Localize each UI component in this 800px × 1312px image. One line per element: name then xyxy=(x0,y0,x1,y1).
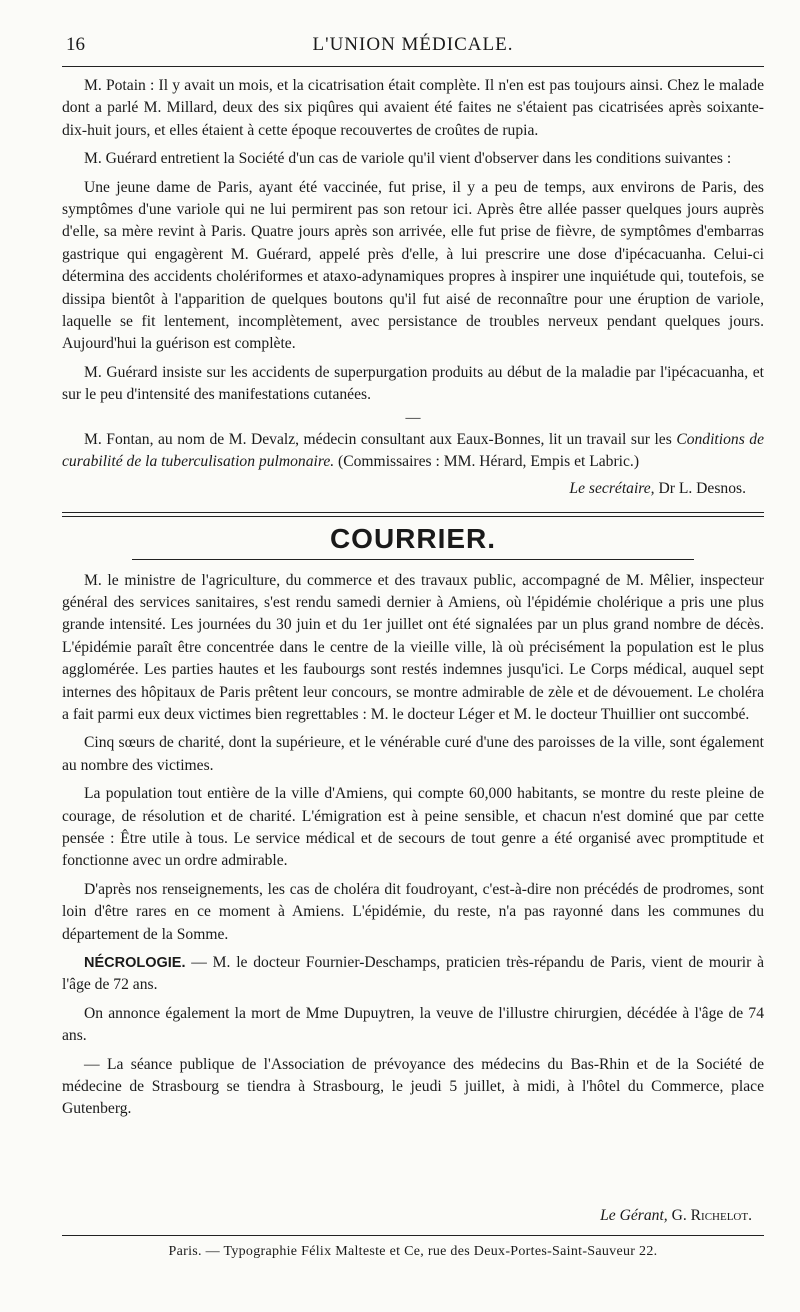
journal-page xyxy=(62,28,764,1260)
title-underline xyxy=(132,559,694,560)
paragraph-seance: — La séance publique de l'Association de prévoyance des médecins du Bas-Rhin et de la Société de médecine de Strasbourg se tiendra à Strasbourg, le jeudi 5 juillet, à midi, à l'hôtel du Commerce, place Gutenberg. xyxy=(62,1055,764,1118)
paragraph-fontan xyxy=(62,429,764,474)
paragraph-dupuytren: On annonce également la mort de Mme Dupuytren, la veuve de l'illustre chirurgien, décédée à l'âge de 74 ans. xyxy=(62,1004,764,1045)
secretary-signature xyxy=(62,478,764,500)
paragraph-soeurs: Cinq sœurs de charité, dont la supérieure, et le vénérable curé d'une des paroisses de la ville, sont également au nombre des victimes. xyxy=(62,734,764,774)
section-double-rule xyxy=(62,512,764,517)
gerant-signature xyxy=(62,1207,764,1225)
necrologie-label: NÉCROLOGIE. xyxy=(84,955,186,971)
paragraph-case-report: Une jeune dame de Paris, ayant été vaccinée, fut prise, il y a peu de temps, aux environs de Paris, des symptômes d'une variole qui ne lui permirent pas son retour ici. Après être allée passer quelques jours auprès d'elle, sa mère revint à Paris. Quatre jours après son arrivée, elle fut prise de fièvre, de symptômes d'embarras gastrique qui engagèrent M. Guérard, appelé près d'elle, à lui prescrire une dose d'ipécacuanha. Celui-ci détermina des accidents cholériformes et ataxo-adynamiques propres à inspirer une inquiétude qui, toutefois, se dissipa bientôt à l'apparition de quelques boutons qu'il fut aisé de reconnaître pour une éruption de variole, laquelle se fit lentement, incomplètement, avec persistance de troubles nerveux pendant quelques jours. Aujourd'hui la guérison est complète. xyxy=(62,178,764,353)
paragraph-population: La population tout entière de la ville d'Amiens, qui compte 60,000 habitants, se montre du reste pleine de courage, de résolution et de charité. L'émigration est à peine sensible, et chacun n'est dominé que par cette pensée : Être utile à tous. Le service médical et de secours de tout genre a été organisé avec promptitude et fonctionne avec un ordre admirable. xyxy=(62,785,764,870)
page-header xyxy=(62,28,764,62)
footer-rule xyxy=(62,1235,764,1236)
journal-title: L'UNION MÉDICALE. xyxy=(312,34,514,55)
gerant-name: G. Richelot. xyxy=(671,1206,752,1224)
secretary-name: Dr L. Desnos. xyxy=(658,479,746,497)
secretary-role: Le secrétaire, xyxy=(569,479,655,497)
printer-line: Paris. — Typographie Félix Malteste et Ce, rue des Deux-Portes-Saint-Sauveur 22. xyxy=(168,1243,658,1259)
paragraph-guerard-insists: M. Guérard insiste sur les accidents de superpurgation produits au début de la maladie par l'ipécacuanha, et sur le peu d'intensité des manifestations cutanées. xyxy=(62,363,764,404)
separator-dash: — xyxy=(405,409,421,426)
gerant-role: Le Gérant, xyxy=(600,1206,668,1224)
paragraph-renseignements: D'après nos renseignements, les cas de choléra dit foudroyant, c'est-à-dire non précédés de prodromes, sont loin d'être rares en ce moment à Amiens. L'épidémie, du reste, n'a pas rayonné dans les communes du département de la Somme. xyxy=(62,880,764,943)
paragraph-ministre: M. le ministre de l'agriculture, du commerce et des travaux public, accompagné de M. Mêlier, inspecteur général des services sanitaires, s'est rendu samedi dernier à Amiens, où l'épidémie cholérique a pris une plus grande intensité. Les journées du 30 juin et du 1er juillet ont été signalées par un plus grand nombre de décès. L'épidémie paraît être concentrée dans le centre de la vieille ville, là où précisément la population est le plus agglomérée. Les parties hautes et les faubourgs sont restés indemnes jusqu'ici. Le Corps médical, auquel sept internes des hôpitaux de Paris prêtent leur concours, se montre admirable de zèle et de dévouement. Le choléra a fait parmi eux deux victimes bien regrettables : M. le docteur Léger et M. le docteur Thuillier ont succombé. xyxy=(62,571,764,723)
section-title-courrier: COURRIER. xyxy=(329,522,497,554)
paragraph-guerard-intro: M. Guérard entretient la Société d'un cas de variole qu'il vient d'observer dans les conditions suivantes : xyxy=(84,150,732,168)
paragraph-necrologie xyxy=(62,952,764,997)
paragraph-potain: M. Potain : Il y avait un mois, et la cicatrisation était complète. Il n'en est pas toujours ainsi. Chez le malade dont a parlé M. Millard, deux des six piqûres qui avaient été faites ne s'étaient pas cicatrisées après soixante-dix-huit jours, et elles étaient à cette époque recouvertes de croûtes de rupia. xyxy=(62,77,764,139)
necrologie-text: — M. le docteur Fournier-Deschamps, praticien très-répandu de Paris, vient de mourir à l'âge de 72 ans. xyxy=(62,954,764,994)
fontan-text-a: M. Fontan, au nom de M. Devalz, médecin consultant aux Eaux-Bonnes, lit un travail sur les xyxy=(84,430,677,448)
fontan-text-b: (Commissaires : MM. Hérard, Empis et Labric.) xyxy=(334,453,640,471)
page-number: 16 xyxy=(66,34,85,55)
fontan-work-title: Conditions de curabilité de la tuberculisation pulmonaire. xyxy=(62,430,764,471)
